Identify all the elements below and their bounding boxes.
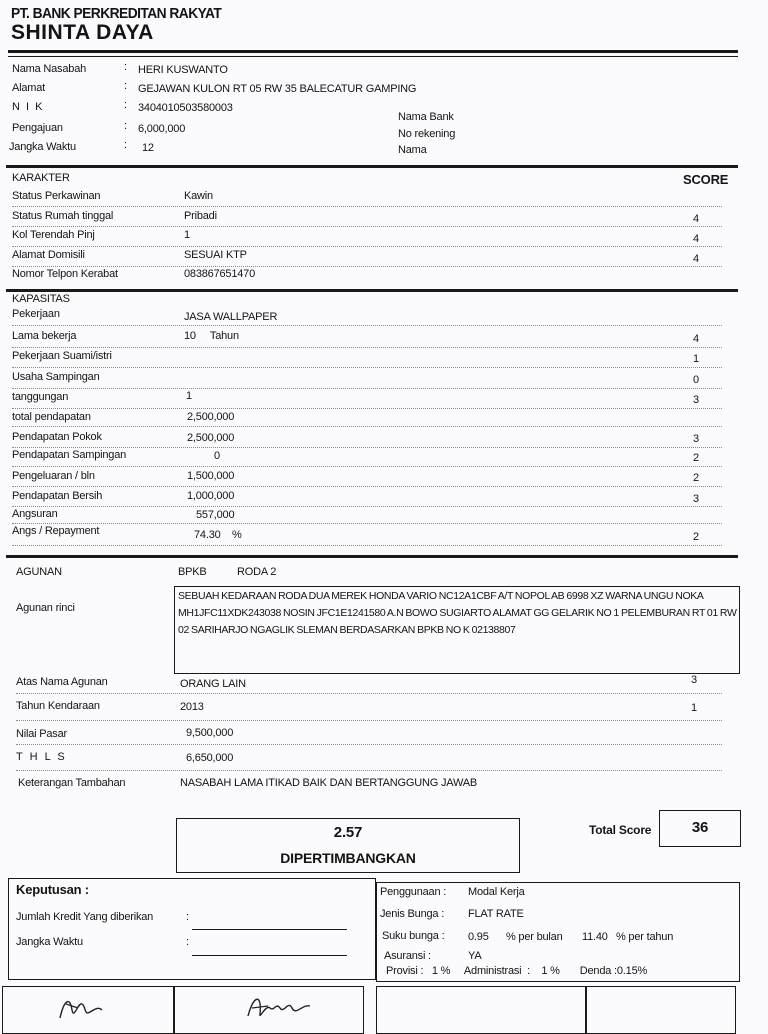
agunan-row-label: Nilai Pasar — [16, 728, 67, 740]
applicant-address-value: GEJAWAN KULON RT 05 RW 35 BALECATUR GAMPING — [138, 83, 417, 95]
kapasitas-row-value: 2,500,000 — [187, 432, 235, 444]
signature-mark — [56, 990, 106, 1024]
decision-credit-label: Jumlah Kredit Yang diberikan — [16, 911, 154, 923]
kapasitas-row-label: Pekerjaan Suami/istri — [12, 350, 112, 362]
kapasitas-title: KAPASITAS — [12, 293, 70, 305]
applicant-term-value: 12 — [142, 142, 154, 154]
fees-line: Provisi : 1 % Administrasi : 1 % Denda :0.15% — [386, 965, 648, 977]
kapasitas-row-value: 1,000,000 — [187, 490, 235, 502]
agunan-row-score: 3 — [691, 674, 697, 686]
kapasitas-row-score: 4 — [693, 333, 699, 345]
karakter-row-label: Status Rumah tinggal — [12, 210, 114, 222]
applicant-nik-label: N I K — [12, 101, 44, 113]
usage-value: Modal Kerja — [468, 886, 525, 898]
kapasitas-row-label: Pendapatan Bersih — [12, 490, 103, 502]
karakter-row-value: SESUAI KTP — [184, 249, 247, 261]
karakter-row-value: Kawin — [184, 190, 213, 202]
kapasitas-row-label: tanggungan — [12, 391, 69, 403]
decision-term-input[interactable] — [192, 955, 347, 956]
result-status: DIPERTIMBANGKAN — [280, 850, 416, 866]
agunan-row-score: 1 — [691, 702, 697, 714]
kapasitas-row-label: Usaha Sampingan — [12, 371, 100, 383]
kapasitas-row-score: 3 — [693, 433, 699, 445]
applicant-term-colon: : — [124, 139, 127, 151]
kapasitas-row-label: Angs / Repayment — [12, 525, 100, 537]
kapasitas-row-value: 74.30 % — [194, 529, 242, 541]
agunan-row-label: Atas Nama Agunan — [16, 676, 108, 688]
applicant-name-value: HERI KUSWANTO — [138, 64, 228, 76]
total-score-value: 36 — [691, 819, 709, 836]
decision-credit-colon: : — [186, 911, 189, 923]
kapasitas-row-score: 0 — [693, 374, 699, 386]
kapasitas-row-label: Pengeluaran / bln — [12, 470, 95, 482]
agunan-row-label: Keterangan Tambahan — [18, 777, 126, 789]
decision-credit-input[interactable] — [192, 929, 347, 930]
kapasitas-row-label: Pekerjaan — [12, 308, 60, 320]
rate-month-value: 0.95 — [468, 931, 489, 943]
usage-label: Penggunaan : — [380, 886, 447, 898]
company-line: PT. BANK PERKREDITAN RAKYAT — [11, 5, 222, 22]
header-rule — [8, 50, 738, 53]
kapasitas-row-value: 0 — [214, 450, 220, 462]
kapasitas-row-score: 2 — [693, 472, 699, 484]
kapasitas-row-label: Lama bekerja — [12, 330, 77, 342]
kapasitas-row-label: Pendapatan Pokok — [12, 431, 102, 443]
header-rule-thin — [8, 56, 738, 57]
karakter-row-label: Alamat Domisili — [12, 249, 85, 261]
account-holder-label: Nama — [398, 144, 427, 156]
applicant-nik-colon: : — [124, 99, 127, 111]
karakter-row-value: 083867651470 — [184, 268, 256, 280]
agunan-subtype: RODA 2 — [237, 566, 277, 578]
agunan-title: AGUNAN — [16, 566, 62, 578]
signature-mark — [244, 990, 316, 1024]
agunan-row-value: 9,500,000 — [186, 727, 234, 739]
insurance-label: Asuransi : — [384, 950, 431, 962]
agunan-row-label: Tahun Kendaraan — [16, 700, 100, 712]
account-number-label: No rekening — [398, 128, 456, 140]
section-rule-agunan — [6, 555, 738, 558]
karakter-row-value: 1 — [184, 229, 190, 241]
agunan-row-label: T H L S — [16, 751, 67, 763]
kapasitas-row-value: 1,500,000 — [187, 470, 235, 482]
section-rule-kapasitas — [6, 289, 738, 292]
agunan-row-value: ORANG LAIN — [180, 678, 246, 690]
rate-year-value: 11.40 — [582, 931, 608, 943]
kapasitas-row-score: 2 — [693, 452, 699, 464]
applicant-request-label: Pengajuan — [12, 122, 63, 134]
decision-term-label: Jangka Waktu — [16, 936, 83, 948]
applicant-address-colon: : — [124, 80, 127, 92]
signature-box — [376, 986, 586, 1034]
kapasitas-row-value: 557,000 — [196, 509, 235, 521]
karakter-row-score: 4 — [693, 233, 699, 245]
kapasitas-row-label: Pendapatan Sampingan — [12, 449, 127, 461]
applicant-request-value: 6,000,000 — [138, 123, 186, 135]
kapasitas-row-value: 2,500,000 — [187, 411, 235, 423]
karakter-row-label: Status Perkawinan — [12, 190, 101, 202]
applicant-nik-value: 3404010503580003 — [138, 102, 233, 114]
agunan-row-value: 6,650,000 — [186, 752, 234, 764]
score-header: SCORE — [683, 172, 729, 187]
agunan-row-value: 2013 — [180, 701, 204, 713]
applicant-address-label: Alamat — [12, 82, 46, 94]
karakter-row-score: 4 — [693, 253, 699, 265]
agunan-row-value: NASABAH LAMA ITIKAD BAIK DAN BERTANGGUNG JAWAB — [180, 777, 478, 789]
karakter-row-value: Pribadi — [184, 210, 217, 222]
insurance-value: YA — [468, 950, 482, 962]
interest-rate-label: Suku bunga : — [382, 930, 445, 942]
kapasitas-row-score: 1 — [693, 353, 699, 365]
karakter-title: KARAKTER — [12, 172, 70, 184]
rate-month-unit: % per bulan — [506, 931, 563, 943]
applicant-request-colon: : — [124, 120, 127, 132]
kapasitas-row-label: total pendapatan — [12, 411, 91, 423]
signature-box — [586, 986, 736, 1034]
kapasitas-row-value: JASA WALLPAPER — [184, 311, 278, 323]
agunan-rinci-text: SEBUAH KEDARAAN RODA DUA MEREK HONDA VARIO NC12A1CBF A/T NOPOL AB 6998 XZ WARNA UNGU NOKA MH1JFC11XDK243038 NOSIN JFC1E1241580 A.N BOWO SUGIARTO ALAMAT GG GELARIK NO 1 PELEMBURAN RT 01 RW 02 SARIHARJO NGAGLIK SLEMAN BERDASARKAN BPKB NO K 02138807 — [178, 590, 737, 636]
applicant-name-colon: : — [124, 61, 127, 73]
interest-type-label: Jenis Bunga : — [380, 908, 445, 920]
bank-name-label: Nama Bank — [398, 111, 454, 123]
kapasitas-row-value: 1 — [186, 390, 192, 402]
kapasitas-row-label: Angsuran — [12, 508, 58, 520]
decision-term-colon: : — [186, 936, 189, 948]
kapasitas-row-score: 3 — [693, 493, 699, 505]
kapasitas-row-score: 3 — [693, 394, 699, 406]
agunan-type: BPKB — [178, 566, 207, 578]
kapasitas-row-score: 2 — [693, 531, 699, 543]
applicant-term-label: Jangka Waktu — [9, 141, 76, 153]
rate-year-unit: % per tahun — [616, 931, 674, 943]
total-score-label: Total Score — [589, 823, 652, 837]
company-name: SHINTA DAYA — [11, 21, 154, 44]
interest-type-value: FLAT RATE — [468, 908, 524, 920]
agunan-rinci-label: Agunan rinci — [16, 602, 75, 614]
kapasitas-row-value: 10 Tahun — [184, 330, 239, 342]
decision-title: Keputusan : — [16, 882, 89, 897]
karakter-row-label: Nomor Telpon Kerabat — [12, 268, 118, 280]
section-rule-karakter — [6, 165, 738, 168]
result-ratio: 2.57 — [333, 824, 363, 841]
karakter-row-score: 4 — [693, 213, 699, 225]
applicant-name-label: Nama Nasabah — [12, 63, 87, 75]
karakter-row-label: Kol Terendah Pinj — [12, 229, 95, 241]
